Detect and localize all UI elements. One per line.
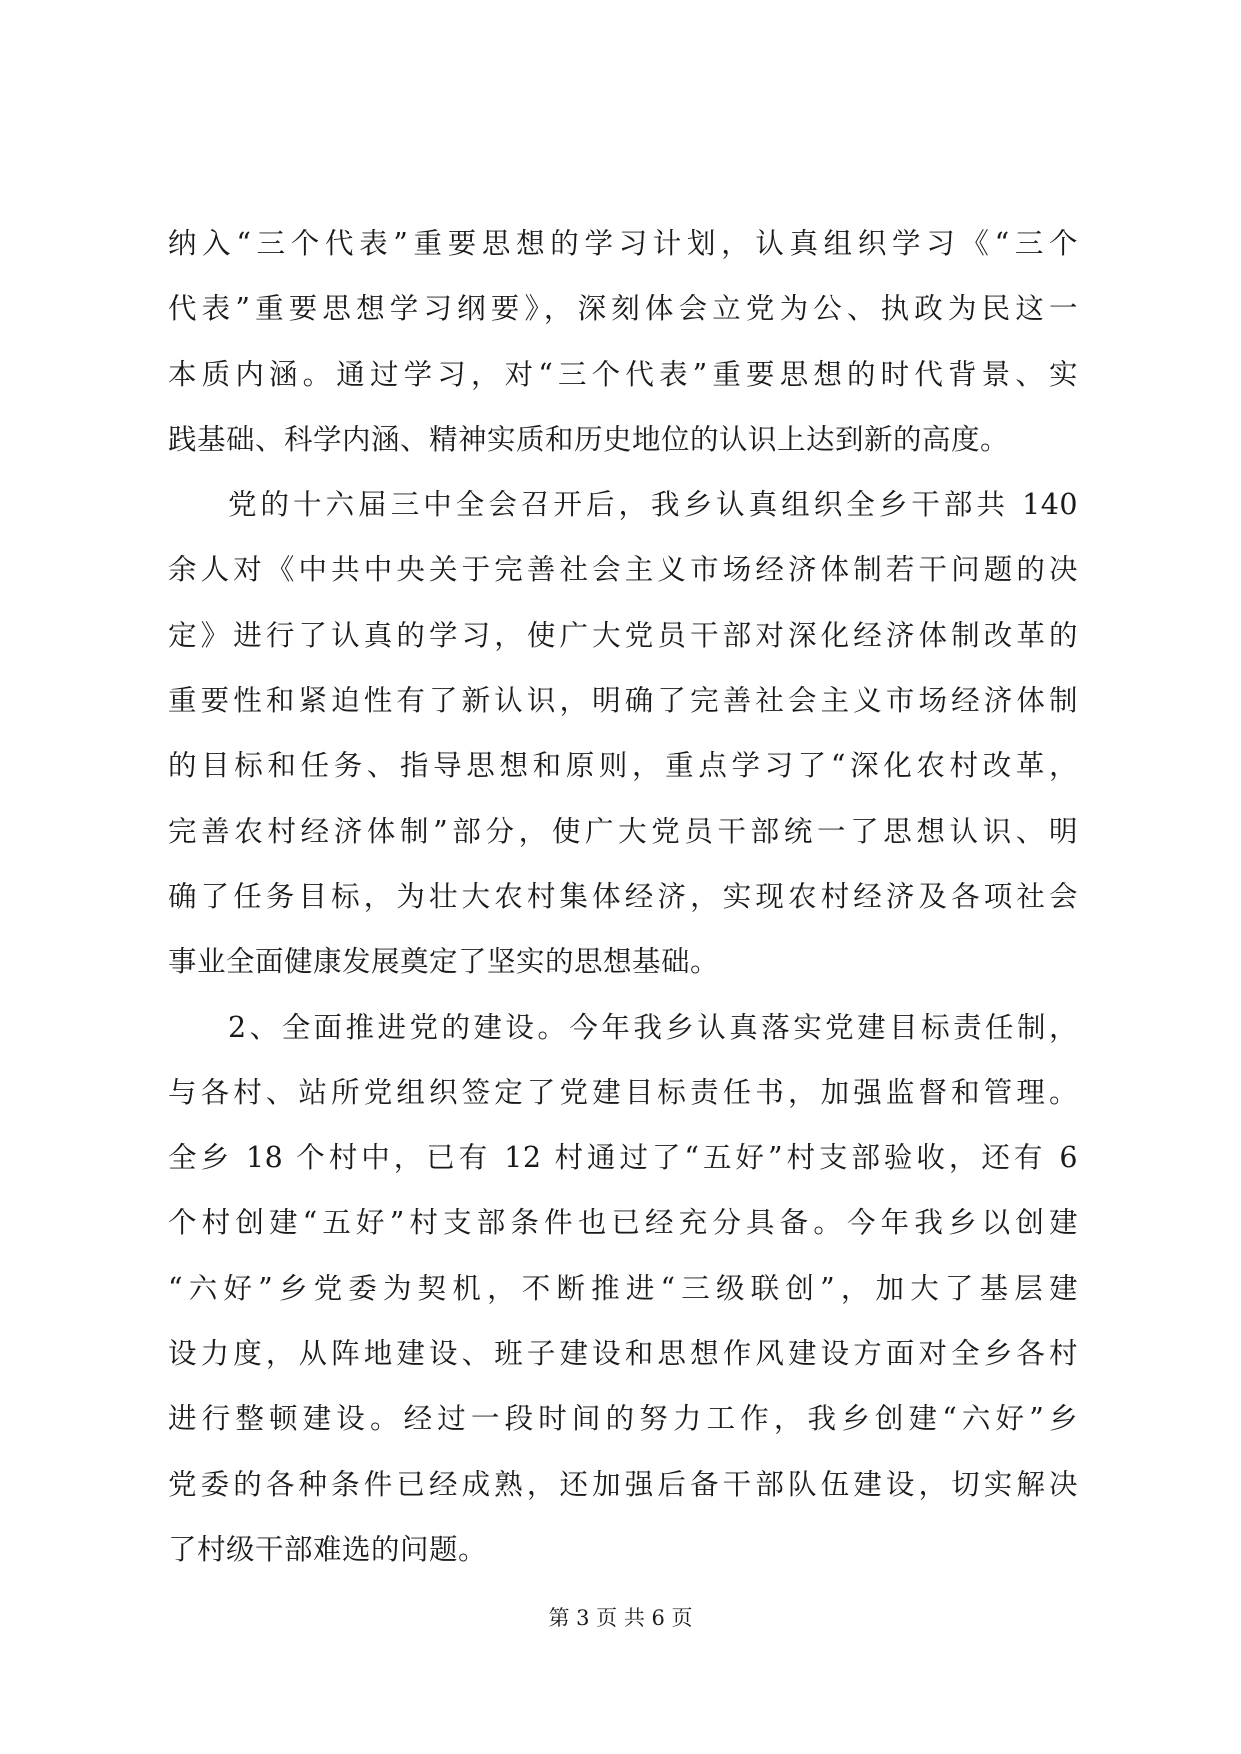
text-line: 确了任务目标，为壮大农村集体经济，实现农村经济及各项社会 bbox=[168, 879, 1078, 913]
text-line: 进行整顿建设。经过一段时间的努力工作，我乡创建“六好”乡 bbox=[168, 1402, 1078, 1436]
page-number-footer: 第 3 页 共 6 页 bbox=[548, 1606, 693, 1630]
text-line: 代表”重要思想学习纲要》，深刻体会立党为公、执政为民这一 bbox=[168, 292, 1078, 326]
paragraph bbox=[168, 1009, 1078, 1597]
text-line: “六好”乡党委为契机，不断推进“三级联创”，加大了基层建 bbox=[168, 1271, 1078, 1305]
text-line: 设力度，从阵地建设、班子建设和思想作风建设方面对全乡各村 bbox=[168, 1337, 1078, 1371]
text-line: 2、全面推进党的建设。今年我乡认真落实党建目标责任制， bbox=[228, 1010, 1078, 1044]
text-line: 党的十六届三中全会召开后，我乡认真组织全乡干部共 140 bbox=[228, 488, 1078, 522]
text-line: 纳入“三个代表”重要思想的学习计划，认真组织学习《“三个 bbox=[168, 227, 1078, 260]
text-line: 完善农村经济体制”部分，使广大党员干部统一了思想认识、明 bbox=[168, 814, 1078, 848]
text-line: 余人对《中共中央关于完善社会主义市场经济体制若干问题的决 bbox=[168, 553, 1078, 587]
text-line: 本质内涵。通过学习，对“三个代表”重要思想的时代背景、实 bbox=[168, 357, 1078, 391]
text-line: 践基础、科学内涵、精神实质和历史地位的认识上达到新的高度。 bbox=[168, 422, 1010, 456]
document-body bbox=[168, 225, 1078, 1596]
paragraph bbox=[168, 486, 1078, 1008]
text-line: 定》进行了认真的学习，使广大党员干部对深化经济体制改革的 bbox=[168, 618, 1078, 652]
text-line: 全乡 18 个村中，已有 12 村通过了“五好”村支部验收，还有 6 bbox=[168, 1141, 1078, 1175]
text-line: 重要性和紧迫性有了新认识，明确了完善社会主义市场经济体制 bbox=[168, 684, 1078, 718]
text-line: 个村创建“五好”村支部条件也已经充分具备。今年我乡以创建 bbox=[168, 1206, 1078, 1240]
text-line: 了村级干部难选的问题。 bbox=[168, 1532, 488, 1566]
text-line: 事业全面健康发展奠定了坚实的思想基础。 bbox=[168, 945, 720, 979]
text-line: 与各村、站所党组织签定了党建目标责任书，加强监督和管理。 bbox=[168, 1075, 1078, 1109]
paragraph bbox=[168, 225, 1078, 486]
text-line: 党委的各种条件已经成熟，还加强后备干部队伍建设，切实解决 bbox=[168, 1467, 1078, 1501]
text-line: 的目标和任务、指导思想和原则，重点学习了“深化农村改革， bbox=[168, 749, 1078, 783]
